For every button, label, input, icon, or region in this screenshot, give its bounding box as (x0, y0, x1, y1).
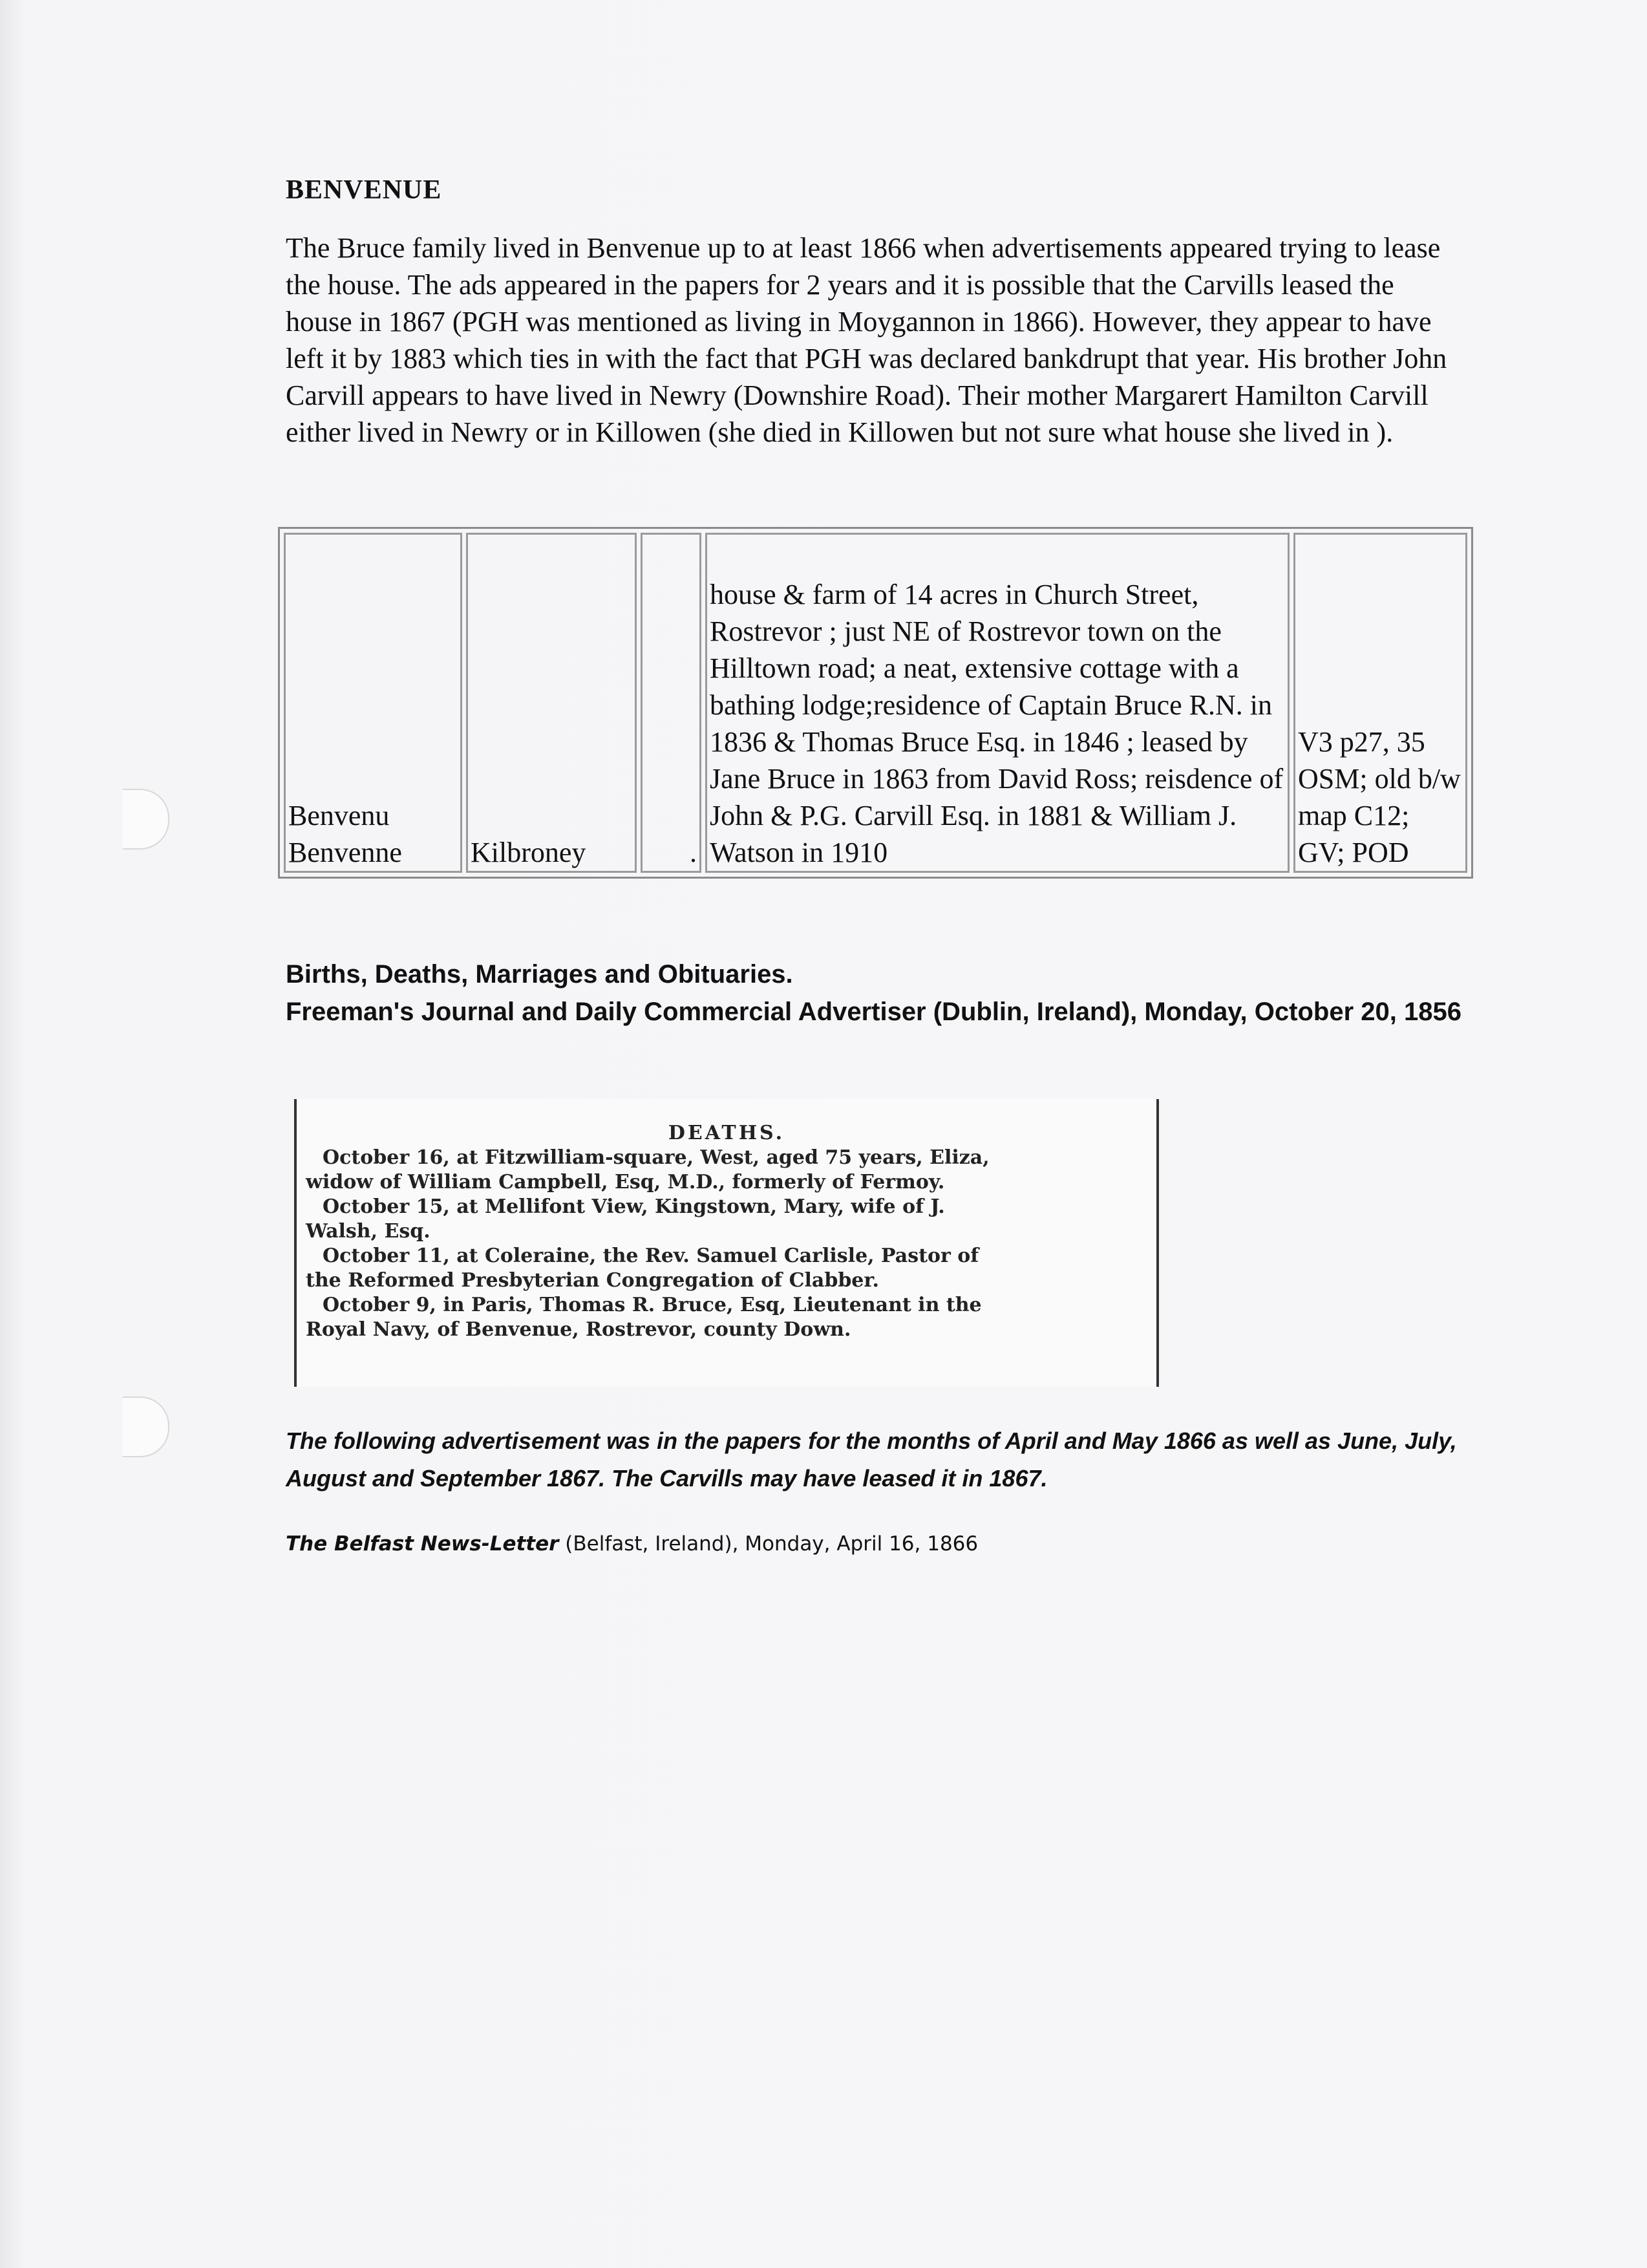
clipping-line: October 16, at Fitzwilliam-square, West, aged 75 years, Eliza, (323, 1146, 990, 1169)
clipping-line: October 9, in Paris, Thomas R. Bruce, Esq, Lieutenant in the (323, 1294, 982, 1316)
punch-hole (123, 1396, 169, 1457)
name-line: Benvenne (288, 837, 402, 868)
clipping-line: October 11, at Coleraine, the Rev. Samuel Carlisle, Pastor of (323, 1245, 979, 1267)
clipping-heading: DEATHS. (668, 1122, 785, 1144)
punch-hole (123, 789, 169, 850)
townland-cell: Kilbroney (466, 533, 637, 873)
source-details: (Belfast, Ireland), Monday, April 16, 1866 (558, 1532, 979, 1556)
source-name: The Belfast News-Letter (286, 1532, 559, 1556)
sources-cell: V3 p27, 35 OSM; old b/w map C12; GV; POD (1293, 533, 1467, 873)
clipping-line: the Reformed Presbyterian Congregation of Clabber. (306, 1269, 879, 1292)
source-line (286, 1532, 978, 1556)
section-title (286, 956, 1482, 1031)
description-cell: house & farm of 14 acres in Church Street, Rostrevor ; just NE of Rostrevor town on the Hilltown road; a neat, extensive cottage with a bathing lodge;residence of Captain Bruce R.N. in 1836 & Thomas Bruce Esq. in 1846 ; leased by Jane Bruce in 1863 from David Ross; reisdence of John & P.G. Carvill Esq. in 1881 & William J. Watson in 1910 (705, 533, 1290, 873)
clipping-line: Walsh, Esq. (306, 1220, 430, 1243)
name-cell (284, 533, 462, 873)
advertisement-note: The following advertisement was in the papers for the months of April and May 1866 as well as June, July, August and September 1867. The Carvills may have leased it in 1867. (286, 1428, 1457, 1492)
clipping-line: widow of William Campbell, Esq, M.D., formerly of Fermoy. (306, 1171, 945, 1193)
intro-paragraph: The Bruce family lived in Benvenue up to at least 1866 when advertisements appeared trying to lease the house. The ads appeared in the papers for 2 years and it is possible that the Carvills leased the house in 1867 (PGH was mentioned as living in Moygannon in 1866). However, they appear to have left it by 1883 which ties in with the fact that PGH was declared bankdrupt that year. His brother John Carvill appears to have lived in Newry (Downshire Road). Their mother Margarert Hamilton Carvill either lived in Newry or in Killowen (she died in Killowen but not sure what house she lived in ). (286, 232, 1447, 448)
page-heading: BENVENUE (286, 175, 442, 205)
record-table (278, 527, 1473, 879)
clipping-line: Royal Navy, of Benvenue, Rostrevor, county Down. (306, 1318, 851, 1341)
marker-cell: . (641, 533, 701, 873)
name-line: Benvenu (288, 800, 390, 831)
newspaper-clipping (294, 1099, 1159, 1387)
clipping-line: October 15, at Mellifont View, Kingstown, Mary, wife of J. (323, 1195, 945, 1218)
section-title-line: Births, Deaths, Marriages and Obituaries. (286, 960, 793, 989)
table-row (284, 533, 1467, 873)
section-title-line: Freeman's Journal and Daily Commercial Advertiser (Dublin, Ireland), Monday, October 20, 1856 (286, 998, 1461, 1026)
